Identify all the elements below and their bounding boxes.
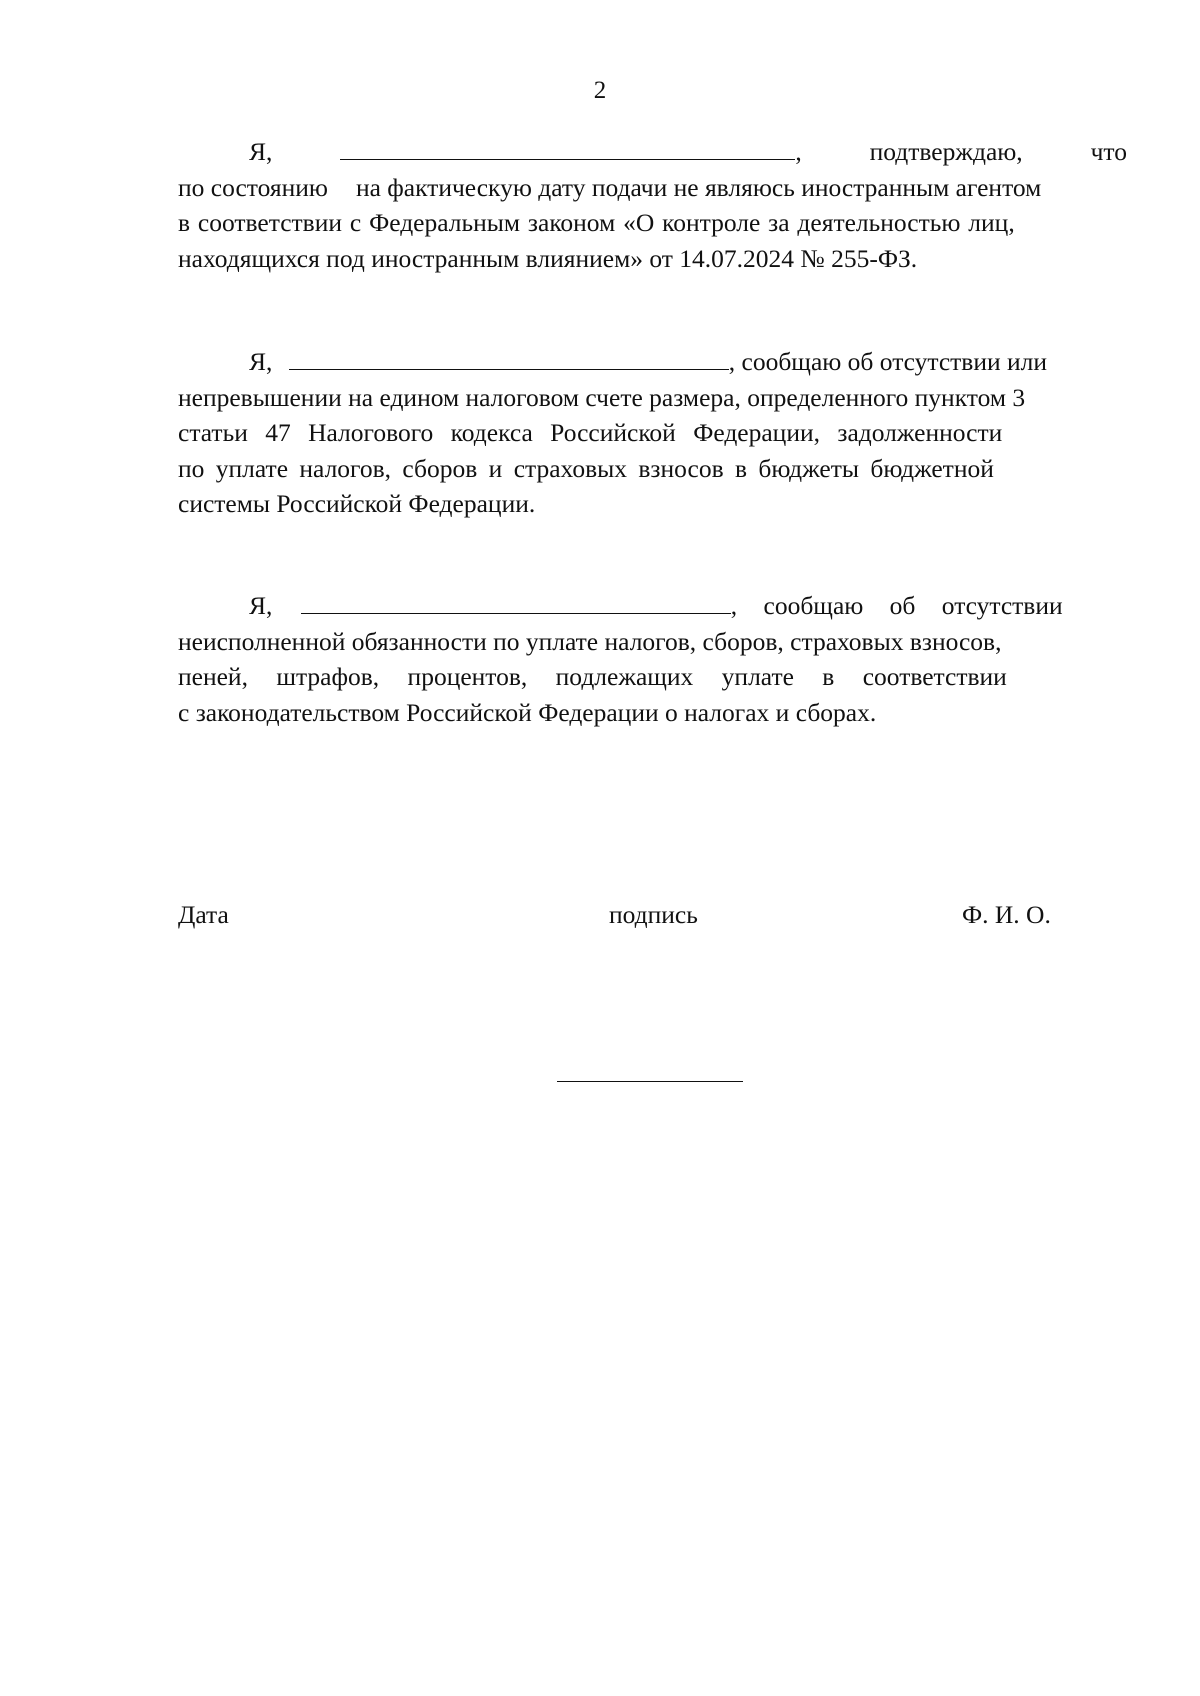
paragraph-3-line-1-suffix: , сообщаю об отсутствии xyxy=(730,591,1063,620)
paragraph-2-line-5: системы Российской Федерации. xyxy=(178,489,536,518)
paragraph-1-word-that: что xyxy=(1090,137,1127,166)
paragraph-3-prefix: Я, xyxy=(249,591,273,620)
paragraph-3-line-4: с законодательством Российской Федерации о налогах и сборах. xyxy=(178,697,877,727)
name-blank-line xyxy=(301,591,731,614)
paragraph-1-line-2-part-2: на фактическую дату подачи не являюсь иностранным агентом xyxy=(355,172,1042,202)
paragraph-foreign-agent-confirmation xyxy=(178,134,1127,276)
signature-row xyxy=(178,899,1178,931)
paragraph-1-line-2 xyxy=(178,170,1127,206)
signature-label: подпись xyxy=(609,900,698,929)
paragraph-3-line-1 xyxy=(178,588,1127,624)
paragraph-1-line-1 xyxy=(178,134,1127,170)
page-number: 2 xyxy=(593,77,607,104)
paragraph-tax-debt-absence xyxy=(178,344,1127,522)
paragraph-2-line-4: по уплате налогов, сборов и страховых взносов в бюджеты бюджетной xyxy=(178,453,994,483)
name-blank-line xyxy=(340,137,795,160)
paragraph-1-word-confirm: подтверждаю, xyxy=(869,137,1023,166)
paragraph-2-line-3: статьи 47 Налогового кодекса Российской Федерации, задолженности xyxy=(178,418,1003,447)
paragraph-1-name-blank-group xyxy=(340,134,801,170)
paragraph-1-comma: , xyxy=(795,137,802,166)
paragraph-1-line-3: в соответствии с Федеральным законом «О контроле за деятельностью лиц, xyxy=(178,208,1015,237)
paragraph-1-line-2-part-1: по состоянию xyxy=(178,172,328,202)
paragraph-2-line-2: непревышении на едином налоговом счете размера, определенного пунктом 3 xyxy=(178,382,1026,412)
paragraph-unfulfilled-obligation-absence xyxy=(178,588,1127,730)
full-name-label: Ф. И. О. xyxy=(962,900,1051,929)
paragraph-2-line-1-suffix: , сообщаю об отсутствии или xyxy=(728,347,1048,376)
end-of-document-rule xyxy=(557,1081,743,1082)
paragraph-3-line-3: пеней, штрафов, процентов, подлежащих уплате в соответствии xyxy=(178,662,1007,691)
paragraph-2-line-1 xyxy=(178,344,1127,380)
paragraph-2-prefix: Я, xyxy=(249,347,273,376)
paragraph-1-line-4: находящихся под иностранным влиянием» от 14.07.2024 № 255-ФЗ. xyxy=(178,243,918,273)
name-blank-line xyxy=(289,347,729,370)
date-label: Дата xyxy=(178,900,229,929)
paragraph-3-line-2: неисполненной обязанности по уплате налогов, сборов, страховых взносов, xyxy=(178,626,1002,656)
paragraph-1-prefix: Я, xyxy=(249,137,273,166)
